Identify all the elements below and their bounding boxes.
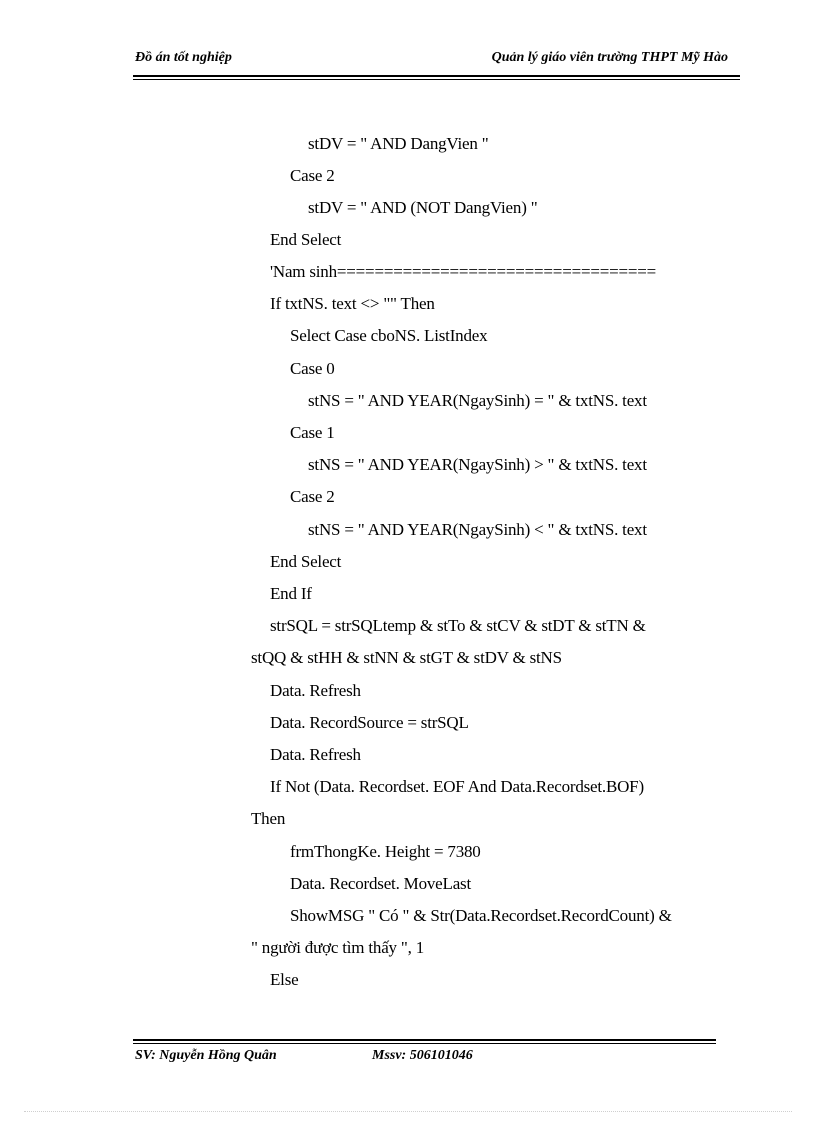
code-line: 'Nam sinh================================== <box>270 262 657 281</box>
code-line: If Not (Data. Recordset. EOF And Data.Recordset.BOF) <box>270 777 644 796</box>
code-line: Data. RecordSource = strSQL <box>270 713 469 732</box>
code-line: " người được tìm thấy ", 1 <box>251 938 425 957</box>
header-document-type: Đồ án tốt nghiệp <box>135 50 232 65</box>
code-line: Select Case cboNS. ListIndex <box>290 326 488 345</box>
code-line: Case 2 <box>290 166 335 185</box>
footer-student-id: Mssv: 506101046 <box>372 1048 473 1063</box>
footer-student-name: SV: Nguyễn Hồng Quân <box>135 1048 277 1063</box>
code-line: strSQL = strSQLtemp & stTo & stCV & stDT & stTN & <box>270 616 646 635</box>
header-project-title: Quản lý giáo viên trường THPT Mỹ Hào <box>491 50 728 65</box>
code-line: Case 1 <box>290 423 335 442</box>
code-line: stDV = " AND (NOT DangVien) " <box>308 198 538 217</box>
code-line: stNS = " AND YEAR(NgaySinh) < " & txtNS. text <box>308 520 647 539</box>
code-line: End Select <box>270 230 342 249</box>
code-line: stDV = " AND DangVien " <box>308 134 489 153</box>
page-edge-dotted-line <box>24 1111 792 1112</box>
code-line: Data. Recordset. MoveLast <box>290 874 471 893</box>
code-line: Case 2 <box>290 487 335 506</box>
code-line: stQQ & stHH & stNN & stGT & stDV & stNS <box>251 648 562 667</box>
code-line: Else <box>270 970 299 989</box>
code-line: If txtNS. text <> "" Then <box>270 294 435 313</box>
code-line: frmThongKe. Height = 7380 <box>290 842 481 861</box>
code-line: End If <box>270 584 312 603</box>
footer-divider <box>133 1039 716 1044</box>
code-line: End Select <box>270 552 342 571</box>
code-line: stNS = " AND YEAR(NgaySinh) > " & txtNS. text <box>308 455 647 474</box>
code-line: ShowMSG " Có " & Str(Data.Recordset.RecordCount) & <box>290 906 672 925</box>
code-line: Data. Refresh <box>270 681 361 700</box>
code-line: stNS = " AND YEAR(NgaySinh) = " & txtNS. text <box>308 391 647 410</box>
code-line: Then <box>251 809 286 828</box>
code-line: Case 0 <box>290 359 335 378</box>
code-line: Data. Refresh <box>270 745 361 764</box>
